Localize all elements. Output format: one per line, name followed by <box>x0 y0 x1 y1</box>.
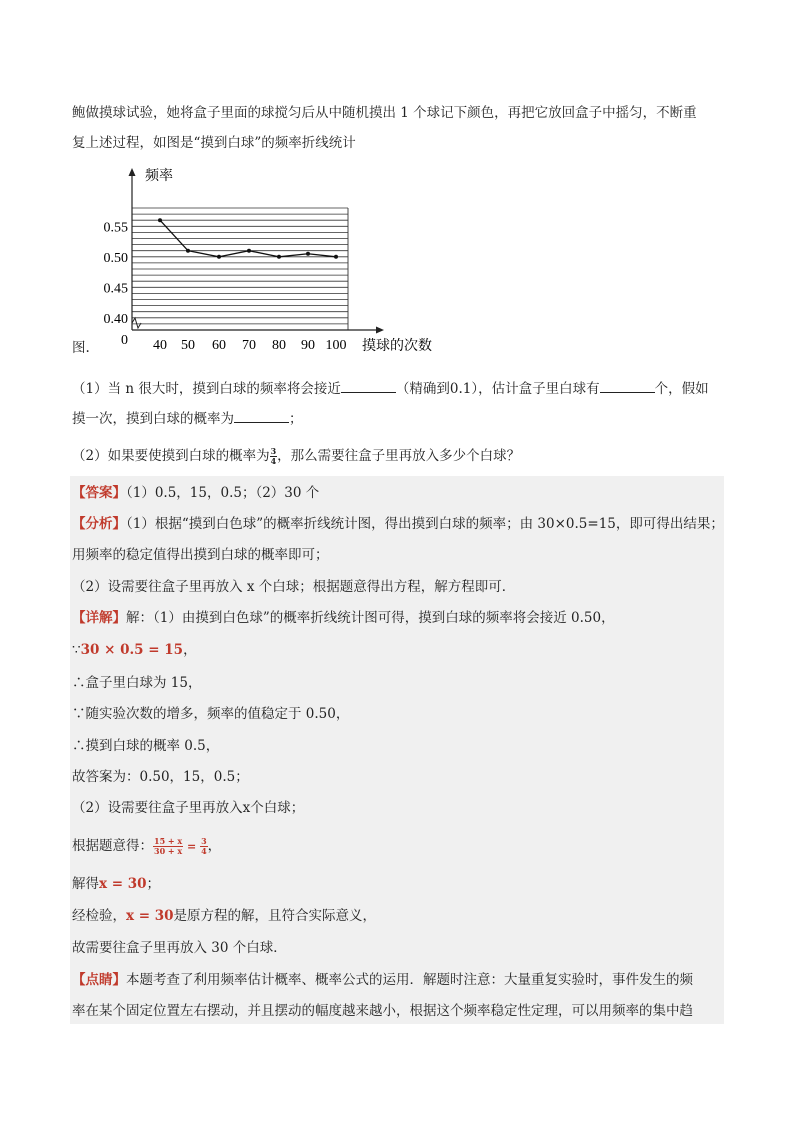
check-x30: x = 30 <box>126 908 174 924</box>
detail-line-1 <box>72 608 615 628</box>
x-tick-label: 100 <box>325 338 347 353</box>
equals-sign: = <box>183 840 201 853</box>
y-tick-label: 0.55 <box>103 220 128 236</box>
q1-part-c: 个，假如 <box>654 381 709 397</box>
equation-lhs-fraction: $\frac{15 + x}{30 + x}$ <box>154 836 183 856</box>
q2-part-a: （2）如果要使摸到白球的概率为 <box>72 448 270 464</box>
question-2 <box>72 446 520 466</box>
analysis-tag: 【分析】 <box>72 516 126 532</box>
data-point <box>158 218 162 222</box>
q1-part-e: ； <box>289 411 303 427</box>
y-tick-label: 0.45 <box>103 281 128 297</box>
question-1-line-1 <box>72 378 709 399</box>
analysis-text-1: （1）根据“摸到白色球”的概率折线统计图，得出摸到白球的频率；由 30×0.5=15，即可得出结果； <box>126 516 724 532</box>
equation-intro: 根据题意得： <box>72 838 153 854</box>
check-label: 经检验， <box>72 908 126 924</box>
y-tick-labels <box>104 220 129 326</box>
solution-x30: x = 30 <box>99 876 147 892</box>
x-tick-label: 50 <box>181 338 195 353</box>
q1-part-b: （精确到0.1），估计盒子里白球有 <box>395 381 600 397</box>
punct: ， <box>183 642 197 658</box>
chart-grid <box>132 208 348 330</box>
data-point <box>247 249 251 253</box>
x-tick-label: 80 <box>272 338 286 353</box>
y-axis-arrow <box>129 168 136 176</box>
x-tick-label: 40 <box>153 338 167 353</box>
data-point <box>217 255 221 259</box>
intro-after-chart: 图. <box>72 340 90 356</box>
detail-line-6: 故答案为：0.50，15，0.5； <box>72 769 249 785</box>
answer-tag: 【答案】 <box>72 485 126 501</box>
origin-label: 0 <box>121 333 128 348</box>
intro-line-1: 鲍做摸球试验，她将盒子里面的球搅匀后从中随机摸出 1 个球记下颜色，再把它放回盒子中摇匀，不断重 <box>72 105 697 121</box>
detail-text-1: 解：（1）由摸到白色球”的概率折线统计图可得，摸到白球的频率将会接近 0.50， <box>126 610 615 626</box>
detail-line-8 <box>72 836 221 857</box>
x-tick-label: 70 <box>242 338 256 353</box>
answer-line <box>72 483 319 503</box>
detail-line-9 <box>72 874 160 894</box>
comment-tag: 【点睛】 <box>72 972 126 988</box>
comment-line-2: 率在某个固定位置左右摆动，并且摆动的幅度越来越小，根据这个频率稳定性定理，可以用频率的集中趋 <box>72 1003 693 1019</box>
comment-text-1: 本题考查了利用频率估计概率、概率公式的运用．解题时注意：大量重复实验时，事件发生的频 <box>126 972 693 988</box>
frequency-line-chart <box>90 160 460 360</box>
data-point <box>334 255 338 259</box>
y-tick-label: 0.40 <box>103 311 128 327</box>
q1-part-d: 摸一次，摸到白球的概率为 <box>72 411 234 427</box>
punct: ， <box>207 838 222 854</box>
q2-part-b: ，那么需要往盒子里再放入多少个白球？ <box>277 448 521 464</box>
intro-line-2: 复上述过程，如图是“摸到白球”的频率折线统计 <box>72 135 356 151</box>
x-tick-label: 60 <box>212 338 226 353</box>
data-point <box>306 252 310 256</box>
analysis-line-3: （2）设需要往盒子里再放入 x 个白球；根据题意得出方程，解方程即可． <box>72 579 516 595</box>
x-tick-labels <box>153 338 347 353</box>
equation-30x05: 30 × 0.5 = 15 <box>80 642 184 658</box>
blank-approx-frequency <box>341 378 396 393</box>
x-axis-label: 摸球的次数 <box>362 339 432 354</box>
detail-line-7: （2）设需要往盒子里再放入x个白球； <box>72 800 305 816</box>
axis-break-mark <box>132 318 141 328</box>
x-tick-label: 90 <box>301 338 315 353</box>
punct: ； <box>146 876 161 892</box>
because-symbol: ∵ <box>72 642 81 658</box>
solve-label: 解得 <box>72 876 99 892</box>
question-1-line-2 <box>72 408 303 429</box>
q2-fraction: $\frac{3}{4}$ <box>270 446 277 466</box>
detail-line-2 <box>72 640 197 660</box>
y-tick-label: 0.50 <box>103 250 128 266</box>
data-point <box>186 249 190 253</box>
check-text: 是原方程的解，且符合实际意义， <box>173 908 377 924</box>
answer-text: （1）0.5，15，0.5；（2）30 个 <box>126 485 320 501</box>
detail-line-11: 故需要往盒子里再放入 30 个白球． <box>72 940 287 956</box>
detail-tag: 【详解】 <box>72 610 126 626</box>
comment-line-1 <box>72 970 693 990</box>
blank-probability <box>234 408 289 423</box>
equation-rhs-fraction: $\frac{3}{4}$ <box>201 836 207 856</box>
blank-white-ball-count <box>600 378 655 393</box>
detail-line-3: ∴盒子里白球为 15， <box>72 675 202 691</box>
q1-part-a: （1）当 n 很大时，摸到白球的频率将会接近 <box>72 381 341 397</box>
y-axis-label: 频率 <box>145 169 173 184</box>
detail-line-5: ∴摸到白球的概率 0.5， <box>72 738 220 754</box>
analysis-line-2: 用频率的稳定值得出摸到白球的概率即可； <box>72 547 329 563</box>
detail-line-4: ∵随实验次数的增多，频率的值稳定于 0.50， <box>72 706 350 722</box>
data-point <box>277 255 281 259</box>
analysis-line-1 <box>72 514 724 534</box>
x-axis-arrow <box>376 327 384 334</box>
detail-line-10 <box>72 906 376 926</box>
